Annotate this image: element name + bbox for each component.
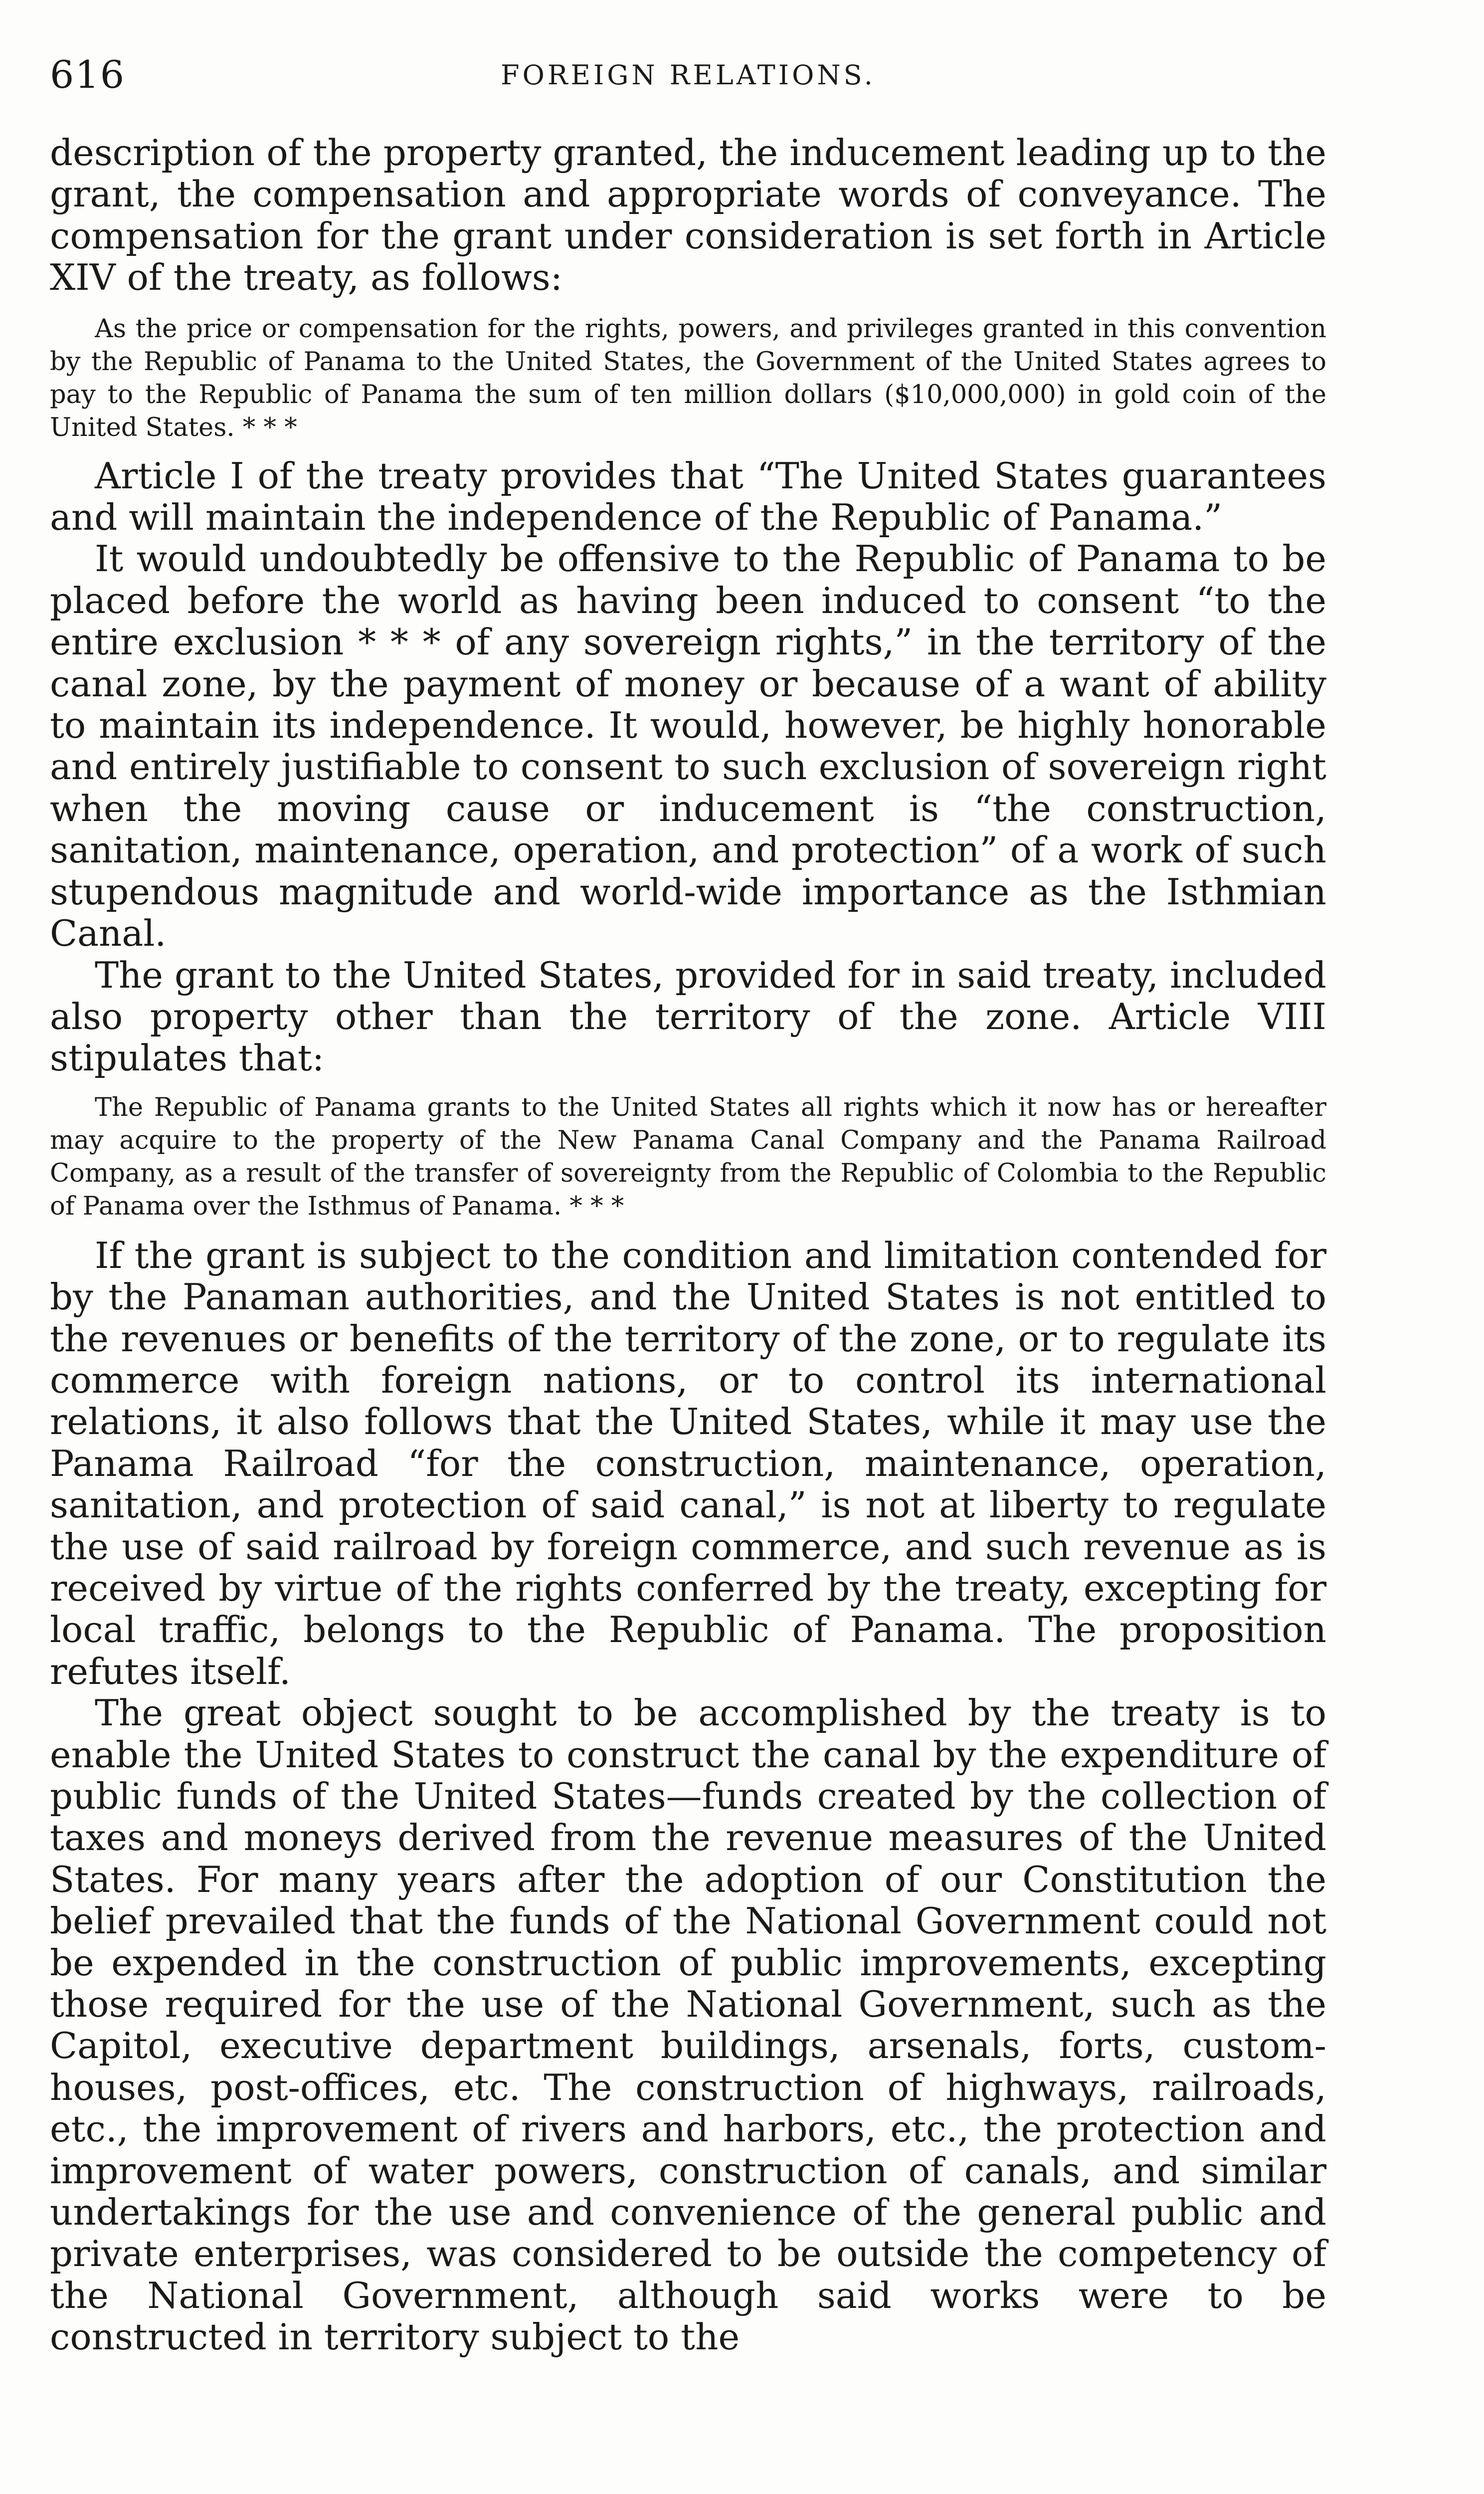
- block-quote-article-xiv: As the price or compensation for the rights, powers, and privileges granted in this convention by the Republic of Panama to the United States, the Government of the United States agrees to pay to the Republic of Panama the sum of ten million dollars ($10,000,000) in gold coin of the United States. * * *: [50, 314, 1326, 442]
- paragraph-continuation: description of the property granted, the inducement leading up to the grant, the compensation and appropriate words of conveyance. The compensation for the grant under consideration is set forth in Article XIV of the treaty, as follows:: [50, 132, 1326, 299]
- running-head: FOREIGN RELATIONS.: [501, 59, 876, 91]
- paragraph-great-object: The great object sought to be accomplished by the treaty is to enable the United States to construct the canal by the expenditure of public funds of the United States—funds created by the collection of taxes and moneys derived from the revenue measures of the United States. For many years after the adoption of our Constitution the belief prevailed that the funds of the National Government could not be expended in the construction of public improvements, excepting those required for the use of the National Government, such as the Capitol, executive department buildings, arsenals, forts, custom-houses, post-offices, etc. The construction of highways, railroads, etc., the improvement of rivers and harbors, etc., the protection and improvement of water powers, construction of canals, and similar undertakings for the use and convenience of the general public and private enterprises, was considered to be outside the competency of the National Government, although said works were to be constructed in territory subject to the: [50, 1692, 1326, 2358]
- block-quote-article-viii: The Republic of Panama grants to the United States all rights which it now has or hereafter may acquire to the property of the New Panama Canal Company and the Panama Railroad Company, as a result of the transfer of sovereignty from the Republic of Colombia to the Republic of Panama over the Isthmus of Panama. * * *: [50, 1092, 1326, 1221]
- body-text: [50, 132, 1326, 2358]
- paragraph-grant: The grant to the United States, provided for in said treaty, included also property other than the territory of the zone. Article VIII stipulates that:: [50, 954, 1326, 1079]
- paragraph-sovereignty: It would undoubtedly be offensive to the Republic of Panama to be placed before the world as having been induced to consent “to the entire exclusion * * * of any sovereign rights,” in the territory of the canal zone, by the payment of money or because of a want of ability to maintain its independence. It would, however, be highly honorable and entirely justifiable to consent to such exclusion of sovereign right when the moving cause or inducement is “the construction, sanitation, maintenance, operation, and protection” of a work of such stupendous magnitude and world-wide importance as the Isthmian Canal.: [50, 538, 1326, 955]
- page-number: 616: [50, 52, 126, 97]
- paragraph-article-i: Article I of the treaty provides that “The United States guarantees and will maintain the independence of the Republic of Panama.”: [50, 454, 1326, 539]
- paragraph-condition: If the grant is subject to the condition and limitation contended for by the Panaman authorities, and the United States is not entitled to the revenues or benefits of the territory of the zone, or to regulate its commerce with foreign nations, or to control its international relations, it also follows that the United States, while it may use the Panama Railroad “for the construction, maintenance, operation, sanitation, and protection of said canal,” is not at liberty to regulate the use of said railroad by foreign commerce, and such revenue as is received by virtue of the rights conferred by the treaty, excepting for local traffic, belongs to the Republic of Panama. The proposition refutes itself.: [50, 1234, 1326, 1692]
- page-header: [50, 50, 1326, 100]
